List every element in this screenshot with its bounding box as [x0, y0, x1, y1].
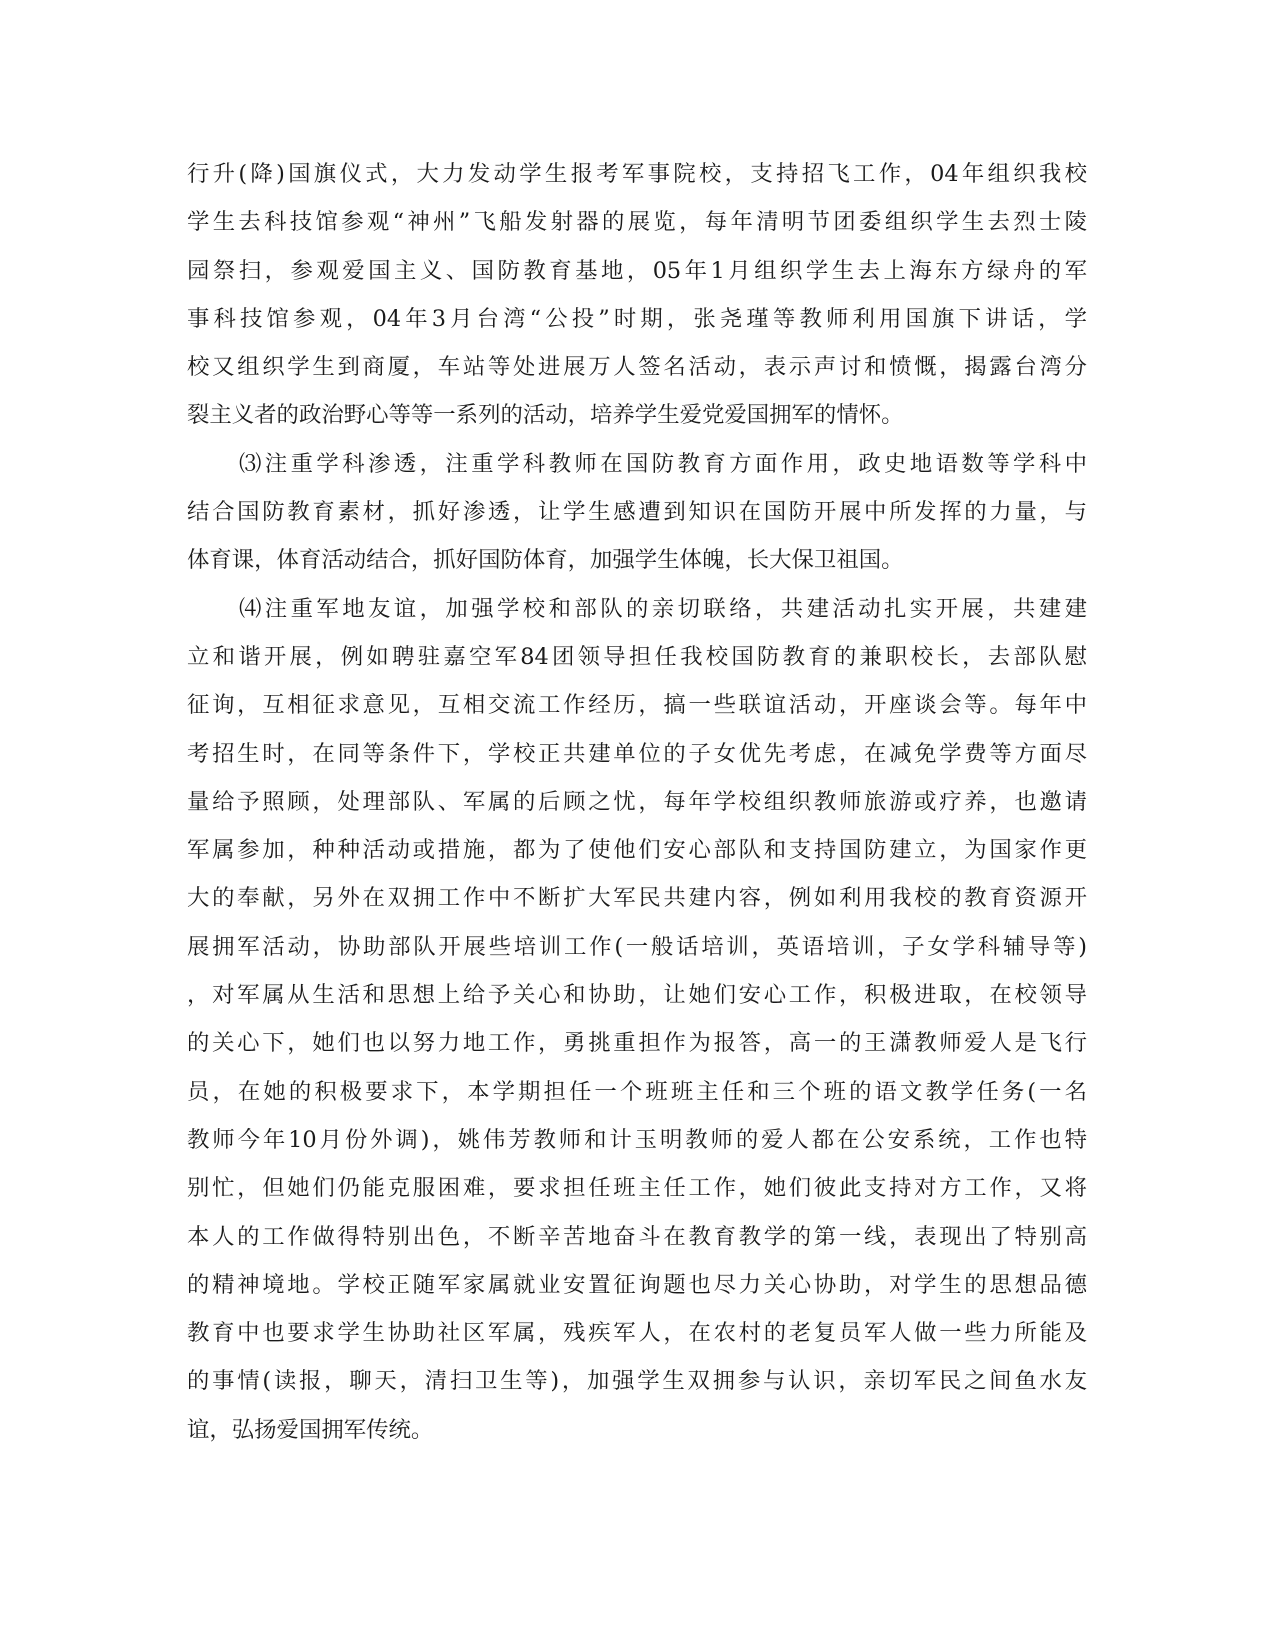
text-line: 别忙，但她们仍能克服困难，要求担任班主任工作，她们彼此支持对方工作，又将: [187, 1175, 1087, 1202]
text-line: 的关心下，她们也以努力地工作，勇挑重担作为报答，高一的王潇教师爱人是飞行: [187, 1030, 1087, 1057]
text-line: 立和谐开展，例如聘驻嘉空军84团领导担任我校国防教育的兼职校长，去部队慰: [187, 643, 1087, 670]
text-line: 裂主义者的政治野心等等一系列的活动，培养学生爱党爱国拥军的情怀。: [187, 402, 904, 429]
text-line: 园祭扫，参观爱国主义、国防教育基地，05年1月组织学生去上海东方绿舟的军: [187, 257, 1087, 284]
text-line: 本人的工作做得特别出色，不断辛苦地奋斗在教育教学的第一线，表现出了特别高: [187, 1223, 1087, 1250]
text-line: 展拥军活动，协助部队开展些培训工作(一般话培训，英语培训，子女学科辅导等): [187, 933, 1087, 960]
text-line: 的精神境地。学校正随军家属就业安置征询题也尽力关心协助，对学生的思想品德: [187, 1271, 1087, 1298]
text-line: 教育中也要求学生协助社区军属，残疾军人，在农村的老复员军人做一些力所能及: [187, 1320, 1087, 1347]
paragraph-first-line: ⑶注重学科渗透，注重学科教师在国防教育方面作用，政史地语数等学科中: [239, 450, 1087, 477]
text-line: 事科技馆参观，04年3月台湾“公投”时期，张尧瑾等教师利用国旗下讲话，学: [187, 305, 1087, 332]
text-line: 教师今年10月份外调)，姚伟芳教师和计玉明教师的爱人都在公安系统，工作也特: [187, 1126, 1087, 1153]
text-line: 谊，弘扬爱国拥军传统。: [187, 1416, 434, 1443]
text-line: 员，在她的积极要求下，本学期担任一个班班主任和三个班的语文教学任务(一名: [187, 1078, 1087, 1105]
text-line: 军属参加，种种活动或措施，都为了使他们安心部队和支持国防建立，为国家作更: [187, 837, 1087, 864]
text-line: ，对军属从生活和思想上给予关心和协助，让她们安心工作，积极进取，在校领导: [187, 982, 1087, 1009]
text-line: 学生去科技馆参观“神州”飞船发射器的展览，每年清明节团委组织学生去烈士陵: [187, 209, 1087, 236]
text-line: 结合国防教育素材，抓好渗透，让学生感遭到知识在国防开展中所发挥的力量，与: [187, 499, 1087, 526]
body-text: [187, 150, 1087, 1454]
text-line: 行升(降)国旗仪式，大力发动学生报考军事院校，支持招飞工作，04年组织我校: [187, 161, 1087, 187]
text-line: 大的奉献，另外在双拥工作中不断扩大军民共建内容，例如利用我校的教育资源开: [187, 885, 1087, 912]
text-line: 量给予照顾，处理部队、军属的后顾之忧，每年学校组织教师旅游或疗养，也邀请: [187, 788, 1087, 815]
text-line: 征询，互相征求意见，互相交流工作经历，搞一些联谊活动，开座谈会等。每年中: [187, 692, 1087, 719]
text-line: 考招生时，在同等条件下，学校正共建单位的子女优先考虑，在减免学费等方面尽: [187, 740, 1087, 767]
text-line: 校又组织学生到商厦，车站等处进展万人签名活动，表示声讨和愤慨，揭露台湾分: [187, 354, 1087, 381]
paragraph-first-line: ⑷注重军地友谊，加强学校和部队的亲切联络，共建活动扎实开展，共建建: [239, 595, 1087, 622]
text-line: 的事情(读报，聊天，清扫卫生等)，加强学生双拥参与认识，亲切军民之间鱼水友: [187, 1368, 1087, 1395]
text-line: 体育课，体育活动结合，抓好国防体育，加强学生体魄，长大保卫祖国。: [187, 547, 904, 574]
